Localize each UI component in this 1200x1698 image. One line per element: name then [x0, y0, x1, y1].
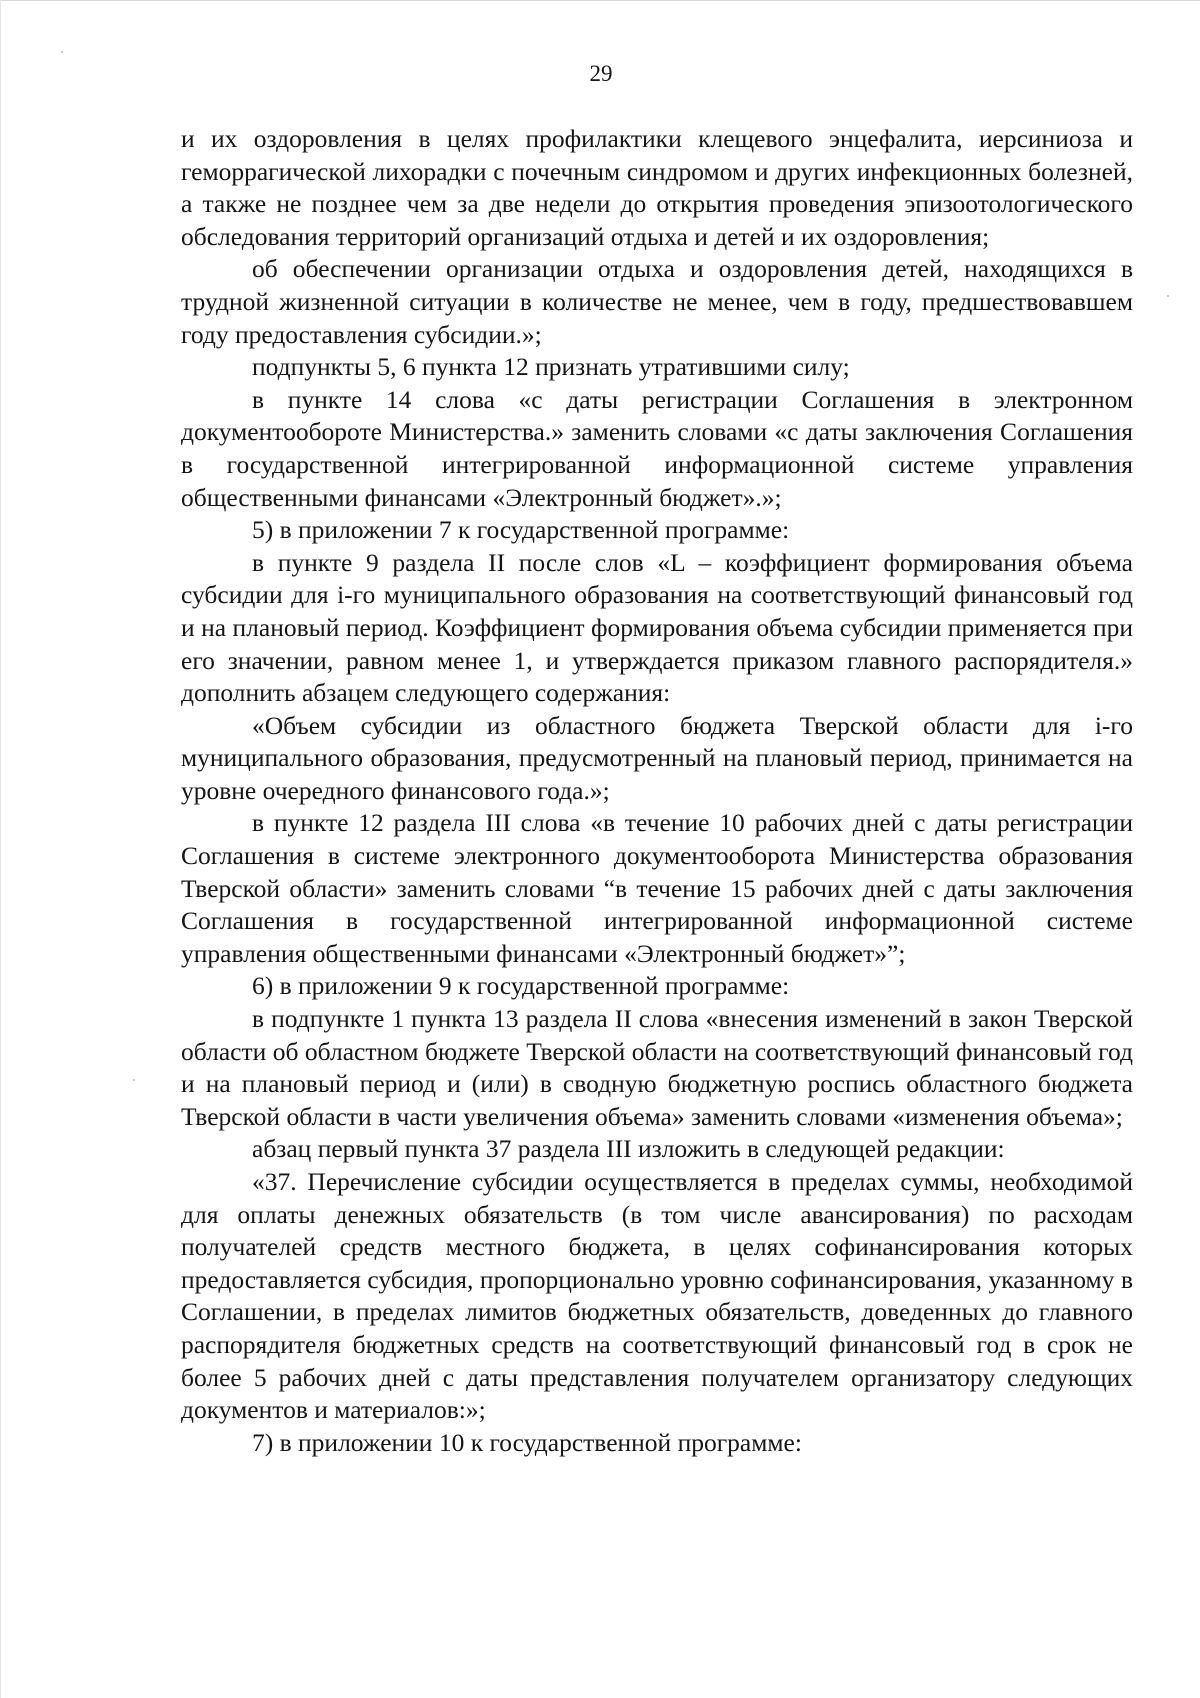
paragraph: об обеспечении организации отдыха и оздоровления детей, находящихся в трудной жизненной ситуации в количестве не менее, чем в году, предшествовавшем году предоставления субсидии.»; [181, 254, 1133, 349]
paragraph: «37. Перечисление субсидии осуществляется в пределах суммы, необходимой для оплаты денежных обязательств (в том числе авансирования) по расходам получателей средств местного бюджета, в целях софинансирования которых предоставляется субсидия, пропорционально уровню софинансирования, указанному в Соглашении, в пределах лимитов бюджетных обязательств, доведенных до главного распорядителя бюджетных средств на соответствующий финансовый год в срок не более 5 рабочих дней с даты представления получателем организатору следующих документов и материалов:»; [181, 1167, 1133, 1425]
scan-speck [1167, 295, 1169, 297]
paragraph: 6) в приложении 9 к государственной программе: [252, 971, 790, 1001]
paragraph: в пункте 12 раздела III слова «в течение 10 рабочих дней с даты регистрации Соглашения в системе электронного документооборота Министерства образования Тверской области» заменить словами “в течение 15 рабочих дней с даты заключения Соглашения в государственной интегрированной информационной системе управления общественными финансами «Электронный бюджет»”; [181, 808, 1133, 968]
paragraph: 5) в приложении 7 к государственной программе: [252, 515, 790, 545]
paragraph: «Объем субсидии из областного бюджета Тверской области для i-го муниципального образования, предусмотренный на плановый период, принимается на уровне очередного финансового года.»; [181, 710, 1133, 805]
page-number: 29 [589, 61, 613, 86]
paragraph: в подпункте 1 пункта 13 раздела II слова «внесения изменений в закон Тверской области об областном бюджете Тверской области на соответствующий финансовый год и на плановый период и (или) в сводную бюджетную роспись областного бюджета Тверской области в части увеличения объема» заменить словами «изменения объема»; [181, 1004, 1133, 1131]
scan-speck [133, 1079, 135, 1081]
paragraph: в пункте 9 раздела II после слов «L – коэффициент формирования объема субсидии для i-го муниципального образования на соответствующий финансовый год и на плановый период. Коэффициент формирования объема субсидии применяется при его значении, равном менее 1, и утверждается приказом главного распорядителя.» дополнить абзацем следующего содержания: [181, 547, 1133, 708]
paragraph-continuation: и их оздоровления в целях профилактики клещевого энцефалита, иерсиниоза и геморрагической лихорадки с почечным синдромом и других инфекционных болезней, а также не позднее чем за две недели до открытия проведения эпизоотологического обследования территорий организаций отдыха и детей и их оздоровления; [181, 124, 1133, 251]
paragraph: 7) в приложении 10 к государственной программе: [252, 1427, 802, 1457]
paragraph: подпункты 5, 6 пункта 12 признать утратившими силу; [252, 352, 850, 382]
paragraph: в пункте 14 слова «с даты регистрации Соглашения в электронном документообороте Министерства.» заменить словами «с даты заключения Соглашения в государственной интегрированной информационной системе управления общественными финансами «Электронный бюджет».»; [181, 384, 1133, 512]
document-body [181, 123, 1133, 1459]
scan-speck [61, 51, 63, 53]
paragraph: абзац первый пункта 37 раздела III изложить в следующей редакции: [252, 1134, 1005, 1164]
